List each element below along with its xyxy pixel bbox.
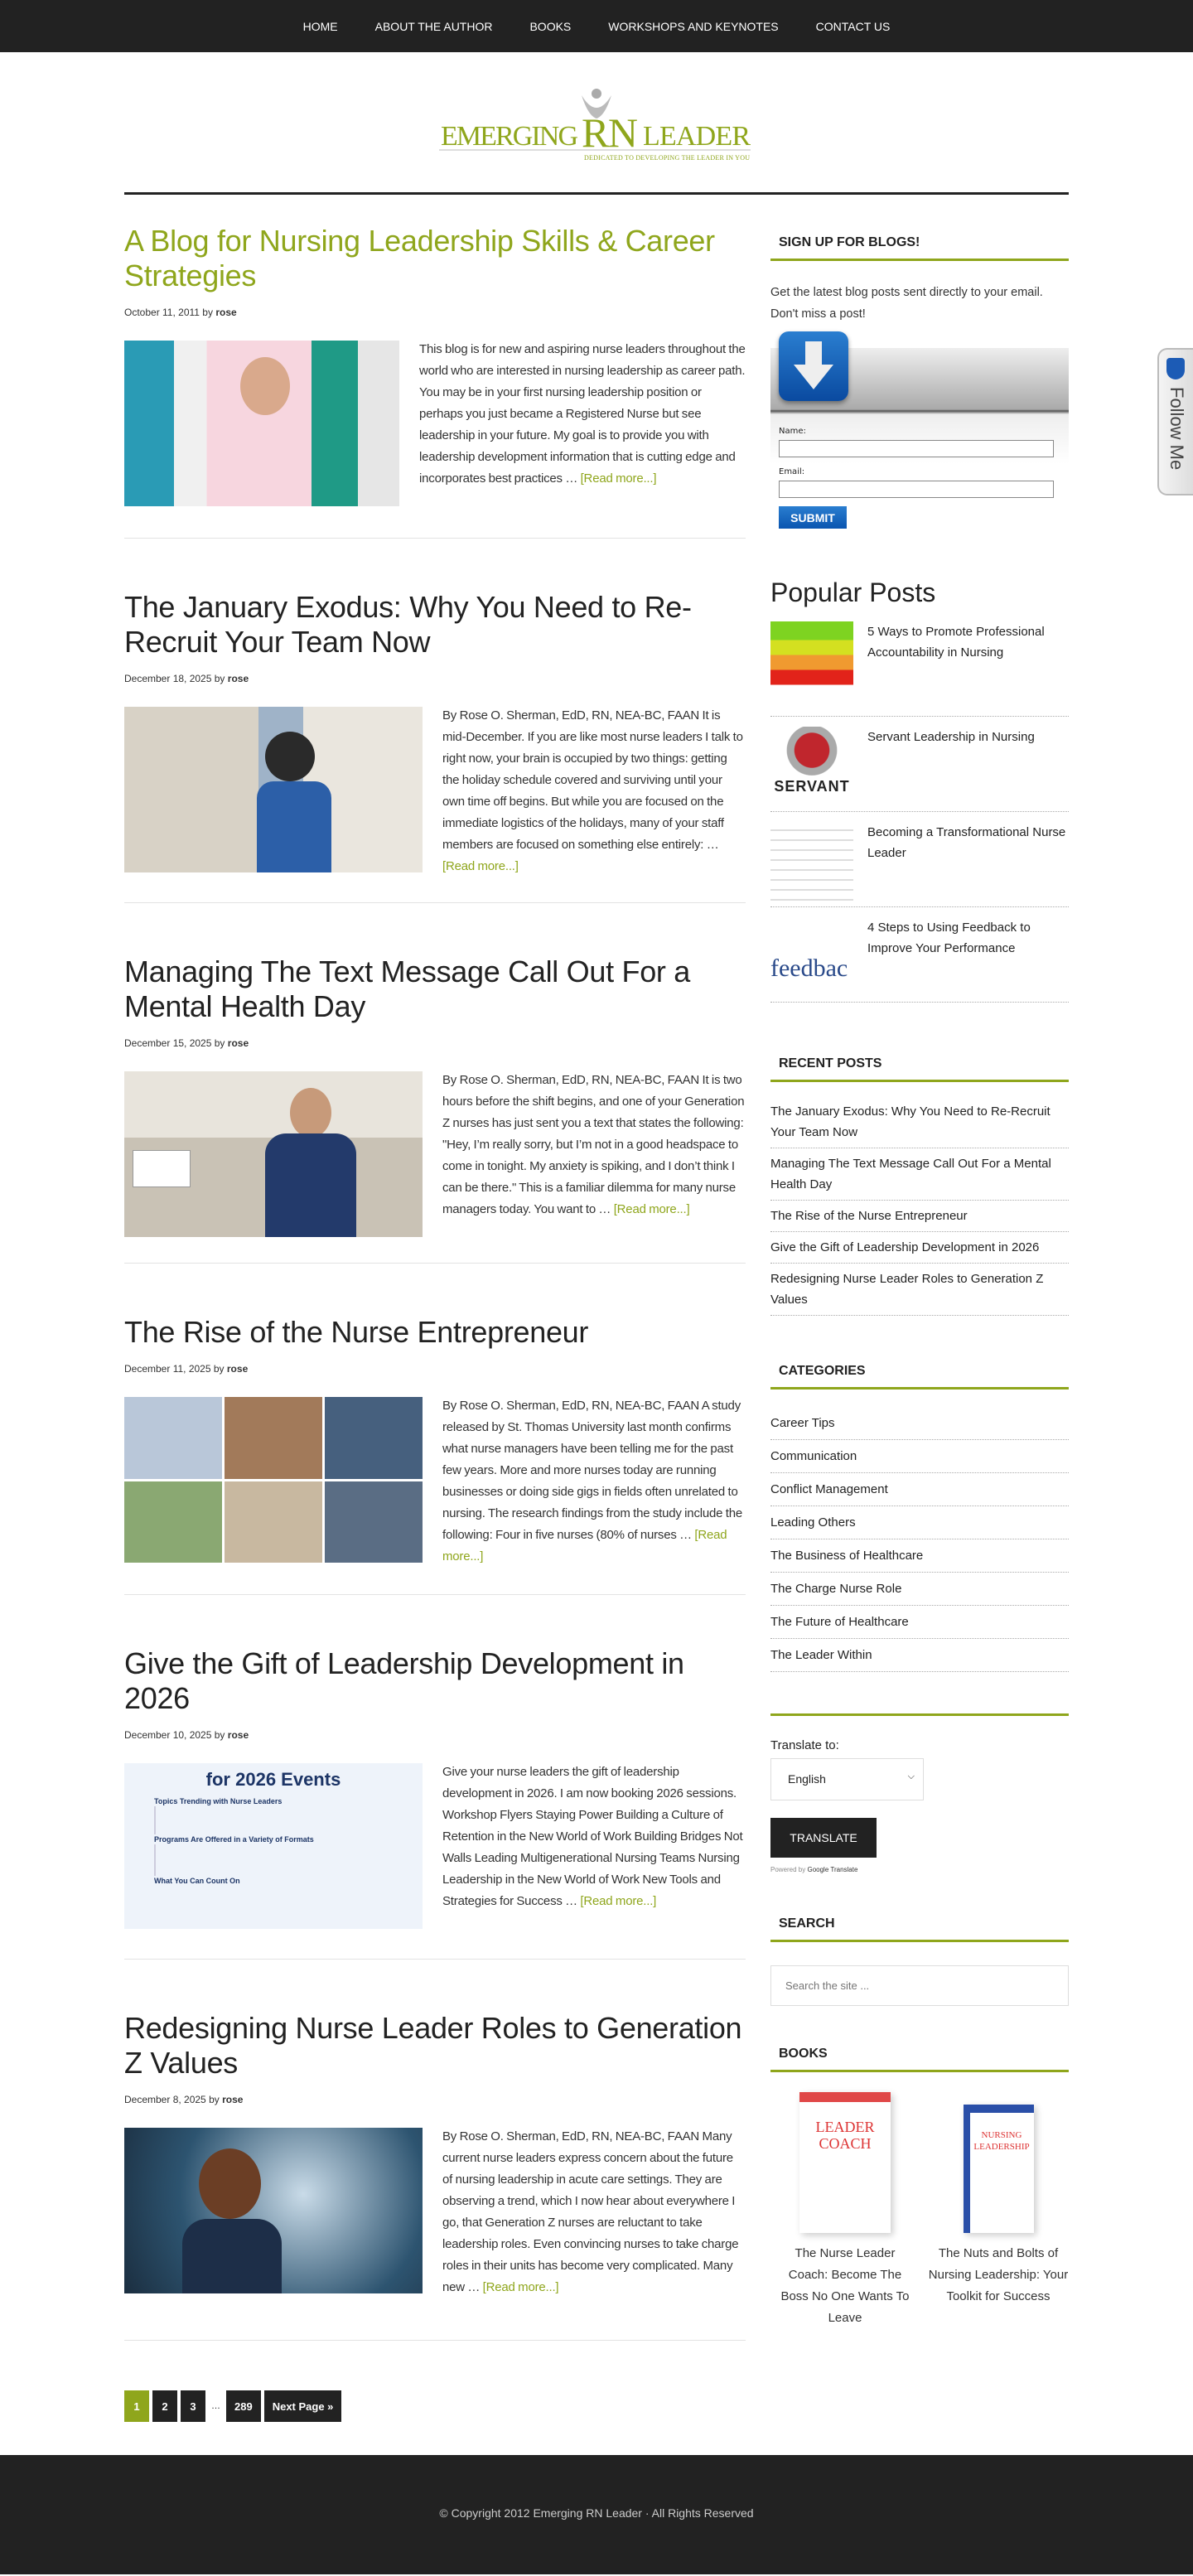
- post-image[interactable]: [124, 1071, 423, 1237]
- post: [124, 1595, 746, 1960]
- category-link[interactable]: The Charge Nurse Role: [770, 1573, 1069, 1606]
- book-item[interactable]: [779, 2092, 911, 2329]
- post-author[interactable]: rose: [222, 2094, 244, 2105]
- svg-text:LEADER: LEADER: [643, 121, 751, 152]
- recent-posts-heading: RECENT POSTS: [770, 1056, 1069, 1082]
- signup-heading: SIGN UP FOR BLOGS!: [770, 235, 1069, 261]
- book-cover: NURSING LEADERSHIP: [964, 2105, 1034, 2233]
- read-more-link[interactable]: [Read more...]: [442, 859, 519, 873]
- post-thumbnail: [770, 621, 853, 696]
- book-title: The Nuts and Bolts of Nursing Leadership: Your Toolkit for Success: [928, 2246, 1069, 2303]
- post-title[interactable]: Redesigning Nurse Leader Roles to Generation Z Values: [124, 2011, 742, 2080]
- category-link[interactable]: The Future of Healthcare: [770, 1606, 1069, 1639]
- post-meta: December 18, 2025 by rose: [124, 673, 249, 684]
- translate-button[interactable]: TRANSLATE: [770, 1818, 877, 1858]
- search-input[interactable]: [770, 1965, 1069, 2006]
- chevron-down-icon: ⌵: [907, 1771, 915, 1781]
- powered-by: Powered by Google Translate: [770, 1866, 858, 1873]
- popular-posts-list: [770, 621, 1069, 1003]
- categories-heading: CATEGORIES: [770, 1364, 1069, 1389]
- read-more-link[interactable]: [Read more...]: [580, 1894, 657, 1908]
- read-more-link[interactable]: [Read more...]: [442, 1528, 727, 1563]
- page-3[interactable]: 3: [181, 2390, 205, 2422]
- post-image[interactable]: [124, 341, 399, 506]
- post-excerpt: By Rose O. Sherman, EdD, RN, NEA-BC, FAAN Many current nurse leaders express concern about the future of nursing leadership in acute care settings. They are observing a trend, which I now hear about everywhere I go, that Generation Z nurses are reluctant to take leadership roles. Even convincing nurses to take charge roles in their units has become very complicated. Many new … [Read more...]: [442, 2129, 739, 2294]
- read-more-link[interactable]: [Read more...]: [613, 1202, 690, 1216]
- post-excerpt: This blog is for new and aspiring nurse leaders throughout the world who are interested in nursing leadership as career path. You may be in your first nursing leadership position or perhaps you just became a Registered Nurse but see leadership in your future. My goal is to provide you with leadership development information that is cutting edge and incorporates best practices … [Read more...]: [419, 342, 746, 486]
- language-select[interactable]: English ⌵: [770, 1758, 924, 1800]
- post-image[interactable]: [124, 2128, 423, 2293]
- post-meta: December 10, 2025 by rose: [124, 1729, 249, 1741]
- submit-button[interactable]: SUBMIT: [779, 506, 847, 529]
- post-author[interactable]: rose: [227, 1729, 249, 1741]
- recent-post-link[interactable]: Redesigning Nurse Leader Roles to Generation Z Values: [770, 1264, 1069, 1316]
- post: [124, 1264, 746, 1595]
- pagination: [124, 2390, 746, 2422]
- translate-label: Translate to:: [770, 1738, 839, 1752]
- post-image[interactable]: [124, 707, 423, 872]
- post-excerpt: By Rose O. Sherman, EdD, RN, NEA-BC, FAAN It is mid-December. If you are like most nurse leaders I talk to right now, your brain is occupied by two things: getting the holiday schedule covered and surviving until your own time off begins. But while you are focused on the immediate logistics of the holidays, many of your staff members are focused on something else entirely: … [Read more...]: [442, 708, 743, 873]
- category-link[interactable]: Conflict Management: [770, 1473, 1069, 1506]
- svg-text:EMERGING: EMERGING: [441, 121, 578, 152]
- nav-workshops[interactable]: WORKSHOPS AND KEYNOTES: [608, 19, 779, 33]
- post: [124, 903, 746, 1264]
- page-2[interactable]: 2: [152, 2390, 177, 2422]
- post-excerpt: Give your nurse leaders the gift of leadership development in 2026. I am now booking 2026 sessions. Workshop Flyers Staying Power Building a Culture of Retention in the New World of Work Building Bridges Not Walls Leading Multigenerational Nursing Teams Nursing Leadership in the New World of Work New Tools and Strategies for Success … [Read more...]: [442, 1765, 743, 1908]
- svg-text:DEDICATED TO DEVELOPING THE LE: DEDICATED TO DEVELOPING THE LEADER IN YOU: [584, 154, 750, 162]
- recent-posts-list: [770, 1096, 1069, 1316]
- popular-post-item[interactable]: feedbac 4 Steps to Using Feedback to Improve Your Performance: [770, 907, 1069, 1003]
- main-nav: [0, 0, 1193, 52]
- popular-posts-heading: Popular Posts: [770, 578, 936, 607]
- post-author[interactable]: rose: [215, 307, 237, 318]
- book-title: The Nurse Leader Coach: Become The Boss No One Wants To Leave: [780, 2246, 910, 2325]
- category-link[interactable]: The Leader Within: [770, 1639, 1069, 1672]
- post: [124, 539, 746, 903]
- recent-post-link[interactable]: Managing The Text Message Call Out For a Mental Health Day: [770, 1148, 1069, 1201]
- nav-contact[interactable]: CONTACT US: [815, 19, 891, 33]
- books-heading: BOOKS: [770, 2047, 1069, 2072]
- post-title[interactable]: A Blog for Nursing Leadership Skills & Career Strategies: [124, 224, 715, 292]
- recent-post-link[interactable]: The January Exodus: Why You Need to Re-Recruit Your Team Now: [770, 1096, 1069, 1148]
- post-author[interactable]: rose: [226, 1363, 249, 1375]
- svg-text:RN: RN: [582, 109, 638, 156]
- signup-text: Get the latest blog posts sent directly to your email. Don't miss a post!: [770, 286, 1043, 321]
- post-image[interactable]: for 2026 Events Topics Trending with Nurse Leaders Programs Are Offered in a Variety of Formats What You Can Count On: [124, 1763, 423, 1929]
- follow-badge-icon: [1166, 358, 1185, 379]
- categories-list: [770, 1407, 1069, 1672]
- post-meta: December 8, 2025 by rose: [124, 2094, 244, 2105]
- post-meta: October 11, 2011 by rose: [124, 307, 237, 318]
- post-list: [124, 224, 746, 2341]
- search-heading: SEARCH: [770, 1916, 1069, 1942]
- page-1[interactable]: 1: [124, 2390, 149, 2422]
- email-label: Email:: [779, 467, 805, 476]
- popular-post-item[interactable]: Becoming a Transformational Nurse Leader: [770, 812, 1069, 907]
- book-cover: LEADER COACH: [799, 2092, 891, 2233]
- post-title[interactable]: Managing The Text Message Call Out For a Mental Health Day: [124, 955, 691, 1023]
- category-link[interactable]: Communication: [770, 1440, 1069, 1473]
- follow-me-tab[interactable]: Follow Me: [1157, 348, 1193, 495]
- category-link[interactable]: Career Tips: [770, 1407, 1069, 1440]
- nav-home[interactable]: HOME: [302, 19, 338, 33]
- signup-form: [770, 348, 1069, 532]
- post-meta: December 15, 2025 by rose: [124, 1037, 249, 1049]
- post-thumbnail: SERVANT: [770, 727, 853, 805]
- post-title[interactable]: The Rise of the Nurse Entrepreneur: [124, 1315, 589, 1349]
- footer: [0, 2455, 1193, 2574]
- post-excerpt: By Rose O. Sherman, EdD, RN, NEA-BC, FAAN A study released by St. Thomas University last month confirms what nurse managers have been telling me for the past few years. More and more nurses today are running businesses or doing side gigs in fields often unrelated to nursing. The research findings from the study include the following: Four in five nurses (80% of nurses … [Read more...]: [442, 1399, 743, 1563]
- post-meta: December 11, 2025 by rose: [124, 1363, 249, 1375]
- site-logo[interactable]: [439, 87, 754, 162]
- post-title[interactable]: Give the Gift of Leadership Development in 2026: [124, 1646, 684, 1715]
- header-divider: [124, 192, 1069, 195]
- post-author[interactable]: rose: [227, 1037, 249, 1049]
- next-page-button[interactable]: Next Page »: [264, 2390, 342, 2422]
- post-excerpt: By Rose O. Sherman, EdD, RN, NEA-BC, FAAN It is two hours before the shift begins, and one of your Generation Z nurses has just sent you a text that states the following: "Hey, I’m really sorry, but I’m not in a good headspace to come in tonight. My anxiety is spiking, and I don’t think I can be there." This is a familiar dilemma for many nurse managers today. You want to … [Read more...]: [442, 1073, 745, 1216]
- widget-divider: [770, 1713, 1069, 1716]
- page-last[interactable]: 289: [226, 2390, 261, 2422]
- category-link[interactable]: The Business of Healthcare: [770, 1539, 1069, 1573]
- nav-about-the-author[interactable]: ABOUT THE AUTHOR: [374, 19, 493, 33]
- email-field[interactable]: [779, 481, 1054, 498]
- name-label: Name:: [779, 427, 806, 436]
- post-author[interactable]: rose: [227, 673, 249, 684]
- name-field[interactable]: [779, 440, 1054, 457]
- read-more-link[interactable]: [Read more...]: [482, 2280, 559, 2294]
- post-image[interactable]: [124, 1397, 423, 1563]
- popular-post-item[interactable]: 5 Ways to Promote Professional Accountability in Nursing: [770, 621, 1069, 717]
- post-title[interactable]: The January Exodus: Why You Need to Re-Recruit Your Team Now: [124, 590, 692, 659]
- post-thumbnail: feedbac: [770, 955, 848, 982]
- post: [124, 1960, 746, 2341]
- category-link[interactable]: Leading Others: [770, 1506, 1069, 1539]
- read-more-link[interactable]: [Read more...]: [580, 471, 657, 486]
- post-thumbnail: [770, 822, 853, 901]
- post: [124, 224, 746, 539]
- recent-post-link[interactable]: Give the Gift of Leadership Development in 2026: [770, 1232, 1069, 1264]
- popular-post-item[interactable]: SERVANT Servant Leadership in Nursing: [770, 717, 1069, 812]
- recent-post-link[interactable]: The Rise of the Nurse Entrepreneur: [770, 1201, 1069, 1232]
- download-arrow-icon: [779, 331, 848, 401]
- copyright: © Copyright 2012 Emerging RN Leader · All Rights Reserved: [439, 2506, 754, 2520]
- pagination-ellipsis: …: [211, 2401, 220, 2411]
- nav-books[interactable]: BOOKS: [529, 19, 572, 33]
- book-item[interactable]: [928, 2092, 1069, 2308]
